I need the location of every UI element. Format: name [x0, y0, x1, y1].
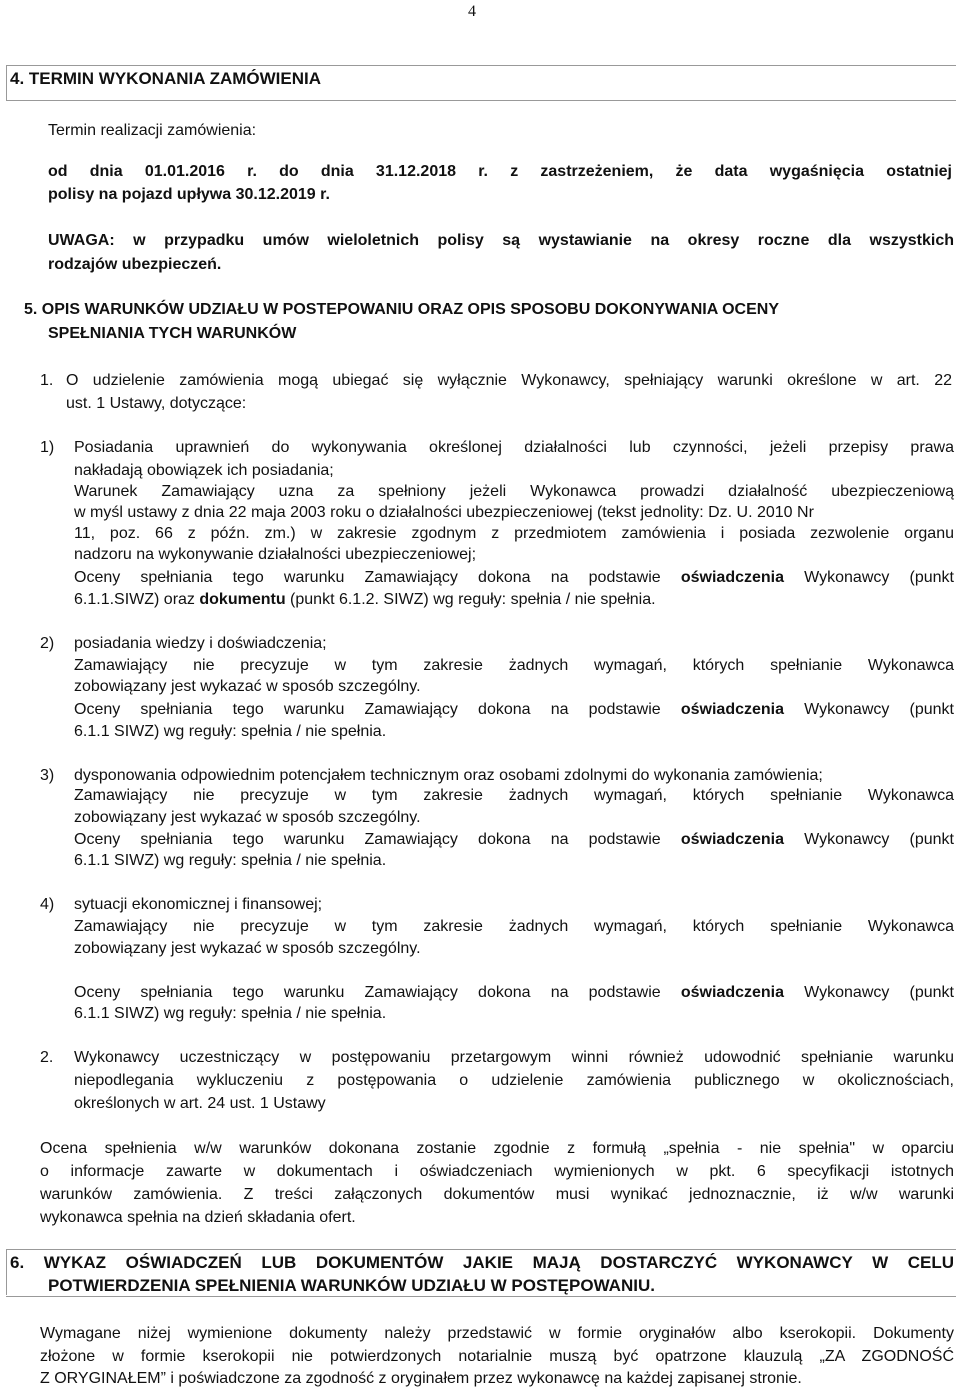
section-4-heading: 4. TERMIN WYKONANIA ZAMÓWIENIA	[10, 69, 322, 88]
point-2-text: niepodlegania wykluczeniu z postępowania o udzielenie zamówienia publicznego w okolicznościach,	[74, 1072, 954, 1089]
condition-1-text	[74, 568, 954, 588]
point-2-text: Wykonawcy uczestniczący w postępowaniu przetargowym winni również udowodnić spełnianie warunku	[74, 1049, 954, 1066]
text-segment: Wykonawcy (punkt	[784, 831, 955, 848]
emphasis: oświadczenia	[680, 701, 785, 718]
point-1-text: O udzielenie zamówienia mogą ubiegać się wyłącznie Wykonawcy, spełniający warunki określone w art. 22	[66, 372, 952, 389]
condition-2-text: zobowiązany jest wykazać w sposób szczególny.	[74, 678, 421, 695]
text-segment: Wykonawcy (punkt	[784, 569, 955, 586]
text-segment: Oceny spełniania tego warunku Zamawiający dokona na podstawie	[74, 831, 681, 848]
divider	[6, 65, 956, 66]
point-number: 1.	[40, 372, 54, 389]
condition-4-text	[74, 983, 954, 1003]
section-5-heading: 5. OPIS WARUNKÓW UDZIAŁU W POSTEPOWANIU ORAZ OPIS SPOSOBU DOKONYWANIA OCENY	[24, 301, 779, 318]
condition-4-text: 6.1.1 SIWZ) wg reguły: spełnia / nie spełnia.	[74, 1005, 387, 1022]
evaluation-text: warunków zamówienia. Z treści załączonych dokumentów musi wynikać jednoznacznie, iż w/w warunki	[40, 1186, 954, 1203]
condition-3-title: dysponowania odpowiednim potencjałem technicznym oraz osobami zdolnymi do wykonania zamówienia;	[74, 767, 823, 784]
condition-4-title: sytuacji ekonomicznej i finansowej;	[74, 896, 323, 913]
condition-3-text: Zamawiający nie precyzuje w tym zakresie żadnych wymagań, których spełnianie Wykonawca	[74, 787, 954, 804]
text-segment: 6.1.1.SIWZ) oraz	[74, 591, 200, 608]
evaluation-text: Ocena spełnienia w/w warunków dokonana zostanie zgodnie z formułą „spełnia - nie spełnia" w oparciu	[40, 1140, 954, 1157]
condition-4-text: Zamawiający nie precyzuje w tym zakresie żadnych wymagań, których spełnianie Wykonawca	[74, 918, 954, 935]
evaluation-text: wykonawca spełnia na dzień składania ofert.	[40, 1209, 356, 1226]
condition-1-text: Posiadania uprawnień do wykonywania określonej działalności lub czynności, jeżeli przepisy prawa	[74, 439, 954, 456]
section-6-heading: 6. WYKAZ OŚWIADCZEŃ LUB DOKUMENTÓW JAKIE MAJĄ DOSTARCZYĆ WYKONAWCY W CELU	[10, 1253, 954, 1272]
condition-1-text: 11, poz. 66 z późn. zm.) w zakresie zgodnym z przedmiotem zamówienia i posiada zezwolenie organu	[74, 525, 954, 542]
condition-3-text: 6.1.1 SIWZ) wg reguły: spełnia / nie spełnia.	[74, 852, 387, 869]
note-line: rodzajów ubezpieczeń.	[48, 256, 222, 273]
divider	[6, 100, 956, 101]
divider	[6, 1296, 956, 1297]
condition-2-text: 6.1.1 SIWZ) wg reguły: spełnia / nie spełnia.	[74, 723, 387, 740]
condition-1-text: nakładają obowiązek ich posiadania;	[74, 462, 334, 479]
section-6-text: złożone w formie kserokopii nie potwierdzonych notarialnie muszą być opatrzone klauzulą „ZA ZGODNOŚĆ	[40, 1348, 954, 1365]
condition-1-text: Warunek Zamawiający uzna za spełniony jeżeli Wykonawca prowadzi działalność ubezpieczeniową	[74, 483, 954, 500]
condition-number: 2)	[40, 635, 55, 652]
point-1-text: ust. 1 Ustawy, dotyczące:	[66, 395, 247, 412]
emphasis: dokumentu	[199, 591, 286, 608]
section-6-text: Z ORYGINAŁEM” i poświadczone za zgodność z oryginałem przez wykonawcę na każdej zapisanej stronie.	[40, 1370, 802, 1387]
emphasis: oświadczenia	[680, 984, 785, 1001]
condition-3-text: zobowiązany jest wykazać w sposób szczególny.	[74, 809, 421, 826]
text-segment: Oceny spełniania tego warunku Zamawiający dokona na podstawie	[74, 569, 681, 586]
condition-2-text: Zamawiający nie precyzuje w tym zakresie żadnych wymagań, których spełnianie Wykonawca	[74, 657, 954, 674]
date-line: od dnia 01.01.2016 r. do dnia 31.12.2018 r. z zastrzeżeniem, że data wygaśnięcia ostatniej	[48, 163, 952, 180]
condition-1-text	[74, 590, 656, 610]
condition-number: 4)	[40, 896, 55, 913]
note-line: UWAGA: w przypadku umów wieloletnich polisy są wystawianie na okresy roczne dla wszystkich	[48, 232, 954, 249]
text-segment: Oceny spełniania tego warunku Zamawiający dokona na podstawie	[74, 701, 681, 718]
condition-number: 1)	[40, 439, 55, 456]
text-segment: Wykonawcy (punkt	[784, 984, 955, 1001]
condition-2-text	[74, 700, 954, 720]
evaluation-text: o informacje zawarte w dokumentach i oświadczeniach wymienionych w pkt. 6 specyfikacji istotnych	[40, 1163, 954, 1180]
text-segment: Wykonawcy (punkt	[784, 701, 955, 718]
emphasis: oświadczenia	[680, 831, 785, 848]
date-line: polisy na pojazd upływa 30.12.2019 r.	[48, 186, 330, 203]
condition-4-text: zobowiązany jest wykazać w sposób szczególny.	[74, 940, 421, 957]
condition-1-text: w myśl ustawy z dnia 22 maja 2003 roku o działalności ubezpieczeniowej (tekst jednolity: Dz. U. 2010 Nr	[74, 504, 814, 521]
section-6-heading: POTWIERDZENIA SPEŁNIENIA WARUNKÓW UDZIAŁU W POSTĘPOWANIU.	[48, 1276, 655, 1295]
section-6-text: Wymagane niżej wymienione dokumenty należy przedstawić w formie oryginałów albo kserokopii. Dokumenty	[40, 1325, 954, 1342]
text-segment: Oceny spełniania tego warunku Zamawiający dokona na podstawie	[74, 984, 681, 1001]
text-segment: (punkt 6.1.2. SIWZ) wg reguły: spełnia / nie spełnia.	[285, 591, 656, 608]
condition-2-title: posiadania wiedzy i doświadczenia;	[74, 635, 327, 652]
condition-number: 3)	[40, 767, 55, 784]
condition-3-text	[74, 830, 954, 850]
point-2-text: określonych w art. 24 ust. 1 Ustawy	[74, 1095, 326, 1112]
emphasis: oświadczenia	[680, 569, 785, 586]
section-5-heading: SPEŁNIANIA TYCH WARUNKÓW	[48, 325, 297, 342]
divider	[6, 66, 7, 101]
term-label: Termin realizacji zamówienia:	[48, 122, 257, 139]
page-number: 4	[468, 3, 476, 20]
point-number: 2.	[40, 1049, 54, 1066]
divider	[6, 1250, 7, 1295]
condition-1-text: nadzoru na wykonywanie działalności ubezpieczeniowej;	[74, 546, 477, 563]
divider	[6, 1249, 956, 1250]
